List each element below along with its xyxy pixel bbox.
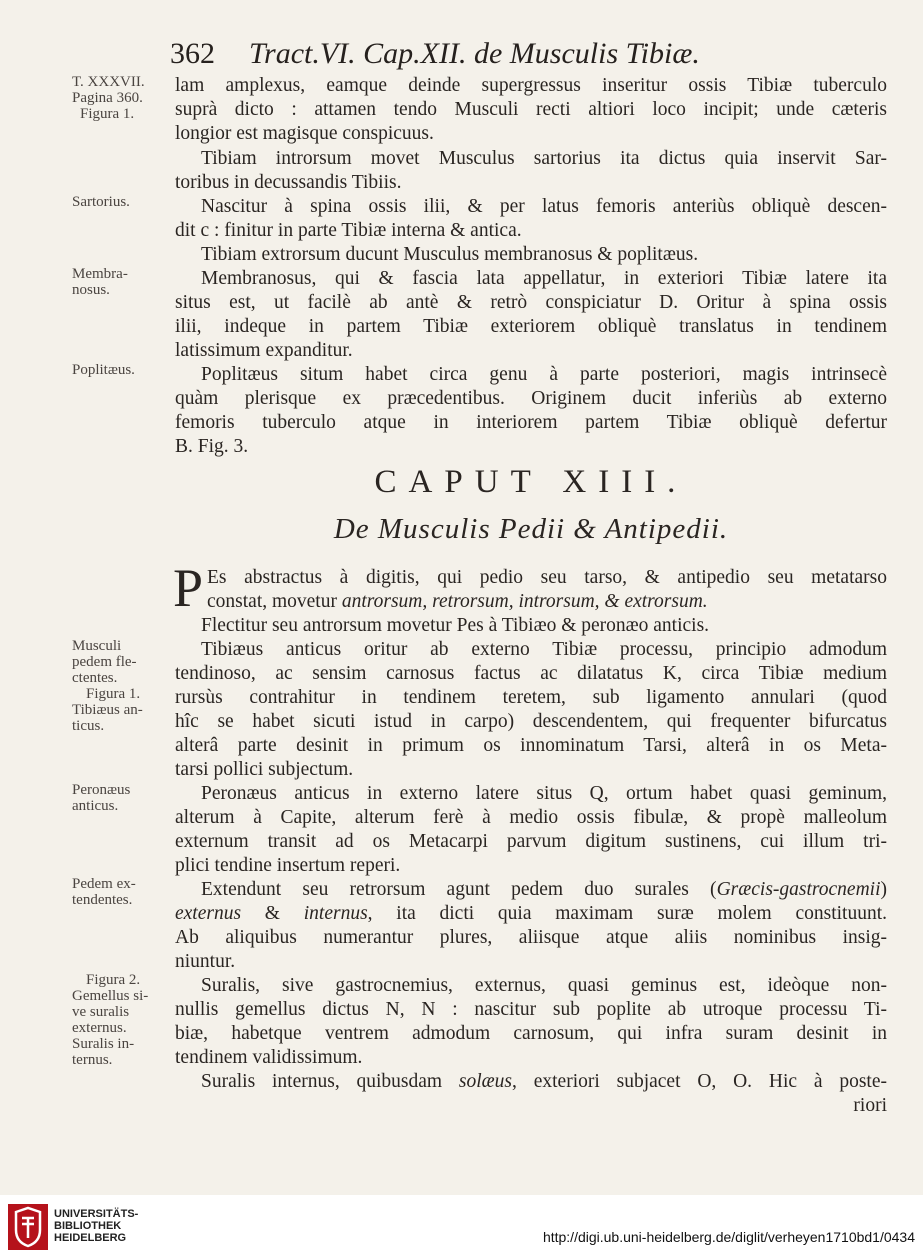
margin-line: Suralis in- <box>72 1036 135 1052</box>
page-number: 362 <box>170 37 215 70</box>
text-span: & <box>241 903 304 924</box>
text-line: ilii, indeque in partem Tibiæ exteriorem obliquè translatus in tendinem <box>175 316 887 337</box>
library-name <box>54 1208 138 1244</box>
text-line: femoris tuberculo atque in interiorem partem Tibiæ obliquè defertur <box>175 412 887 433</box>
margin-note-peronaeus <box>72 782 172 814</box>
running-title: Tract.VI. Cap.XII. de Musculis Tibiæ. <box>249 37 700 70</box>
margin-line: anticus. <box>72 798 119 814</box>
text-span: , exteriori subjacet O, O. Hic à poste- <box>512 1071 887 1092</box>
margin-line: Tibiæus an- <box>72 702 143 718</box>
margin-line: Figura 1. <box>86 686 141 702</box>
text-line: Flectitur seu antrorsum movetur Pes à Tibiæo & peronæo anticis. <box>201 615 710 636</box>
margin-note-sartorius <box>72 194 172 210</box>
italic-span: solæus <box>458 1071 513 1092</box>
text-line: Es abstractus à digitis, qui pedio seu tarso, & antipedio seu metatarso <box>207 567 887 588</box>
text-line: quàm plerisque ex præcedentibus. Originem ducit inferiùs ab externo <box>175 388 887 409</box>
margin-line: ctentes. <box>72 670 118 686</box>
text-line: Nascitur à spina ossis ilii, & per latus femoris anteriùs obliquè descen- <box>201 196 887 217</box>
text-line: Tibiam extrorsum ducunt Musculus membranosus & poplitæus. <box>201 244 699 265</box>
text-line: alterum à Capite, alterum ferè à medio ossis fibulæ, & propè malleolum <box>175 807 887 828</box>
text-line: B. Fig. 3. <box>175 436 249 457</box>
library-name-line: HEIDELBERG <box>54 1232 127 1244</box>
text-line: lam amplexus, eamque deinde supergressus inseritur ossis Tibiæ tuberculo <box>175 75 887 96</box>
text-line: Ab aliquibus numerantur plures, aliisque atque aliis nominibus insig- <box>175 927 887 948</box>
drop-cap: P <box>173 558 204 618</box>
viewer-footer <box>0 1195 923 1258</box>
margin-note-pedem-extendentes <box>72 876 172 908</box>
text-line: Peronæus anticus in externo latere situs Q, ortum habet quasi geminum, <box>201 783 887 804</box>
margin-line: Poplitæus. <box>72 362 135 378</box>
margin-line: Gemellus si- <box>72 988 149 1004</box>
margin-line: pedem fle- <box>72 654 137 670</box>
text-line: Membranosus, qui & fascia lata appellatur, in exteriori Tibiæ latere ita <box>201 268 887 289</box>
margin-line: nosus. <box>72 282 110 298</box>
text-span: Extendunt seu retrorsum agunt pedem duo surales ( <box>201 879 717 900</box>
text-line: tarsi pollici subjectum. <box>175 759 354 780</box>
text-line: alterâ parte desinit in primum os innominatum Tarsi, alterâ in os Meta- <box>175 735 887 756</box>
text-line: Tibiam introrsum movet Musculus sartorius ita dictus quia inservit Sar- <box>201 148 887 169</box>
text-line: externum transit ad os Metacarpi parvum digitum sustinens, cui illum tri- <box>175 831 887 852</box>
margin-note-poplitaeus <box>72 362 172 378</box>
library-name-line: UNIVERSITÄTS- <box>54 1208 139 1220</box>
margin-note-gemellus <box>72 972 172 1068</box>
text-line: hîc se habet sicuti istud in carpo) descendentem, qui frequenter bifurcatus <box>175 711 887 732</box>
text-line: Suralis, sive gastrocnemius, externus, quasi geminus est, ideòque non- <box>201 975 887 996</box>
margin-line: Figura 2. <box>86 972 141 988</box>
text-line: latissimum expanditur. <box>175 340 353 361</box>
text-span: constat, movetur <box>207 591 342 612</box>
text-line: Tibiæus anticus oritur ab externo Tibiæ processu, principio admodum <box>201 639 887 660</box>
margin-line: ve suralis <box>72 1004 130 1020</box>
text-line: dit c : finitur in parte Tibiæ interna & antica. <box>175 220 522 241</box>
margin-line: tendentes. <box>72 892 133 908</box>
text-line: niuntur. <box>175 951 236 972</box>
margin-note-figure-ref <box>72 74 172 122</box>
margin-line: Pedem ex- <box>72 876 136 892</box>
margin-line: Peronæus <box>72 782 131 798</box>
chapter-heading: CAPUT XIII. <box>374 464 688 500</box>
margin-line: T. XXXVII. <box>72 74 145 90</box>
text-line: Poplitæus situm habet circa genu à parte posteriori, magis intrinsecè <box>201 364 887 385</box>
university-library-logo-icon <box>8 1204 48 1250</box>
text-line: situs est, ut facilè ab antè & retrò conspiciatur D. Oritur à spina ossis <box>175 292 887 313</box>
italic-span: internus <box>303 903 368 924</box>
text-span: ) <box>880 879 887 900</box>
text-line: toribus in decussandis Tibiis. <box>175 172 402 193</box>
margin-line: Sartorius. <box>72 194 130 210</box>
text-span: Suralis internus, quibusdam <box>201 1071 459 1092</box>
text-line <box>175 878 887 902</box>
text-line: nullis gemellus dictus N, N : nascitur sub poplite ab utroque processu Ti- <box>175 999 887 1020</box>
text-span: , ita dicti quia maximam suræ molem constituunt. <box>367 903 887 924</box>
text-line: tendinem validissimum. <box>175 1047 363 1068</box>
italic-span: externus <box>175 903 242 924</box>
margin-line: Pagina 360. <box>72 90 143 106</box>
text-line: riori <box>853 1095 887 1116</box>
text-line: longior est magisque conspicuus. <box>175 123 434 144</box>
text-line <box>175 902 887 926</box>
library-name-line: BIBLIOTHEK <box>54 1220 122 1232</box>
text-line: tendinoso, ac sensim carnosus factus ac dilatatus K, circa Tibiæ medium <box>175 663 887 684</box>
italic-span: Græcis-gastrocnemii <box>716 879 881 900</box>
permalink-url[interactable]: http://digi.ub.uni-heidelberg.de/diglit/verheyen1710bd1/0434 <box>542 1229 915 1245</box>
margin-note-membranosus <box>72 266 172 298</box>
margin-line: Figura 1. <box>80 106 135 122</box>
margin-line: Musculi <box>72 638 122 654</box>
text-line: rursùs contrahitur in tendinem teretem, sub ligamento annulari (quod <box>175 687 887 708</box>
running-header <box>170 38 870 70</box>
margin-line: Membra- <box>72 266 128 282</box>
margin-line: ticus. <box>72 718 105 734</box>
chapter-subtitle: De Musculis Pedii & Antipedii. <box>333 513 729 545</box>
text-line: biæ, habetque ventrem admodum carnosum, qui infra suram desinit in <box>175 1023 887 1044</box>
margin-line: externus. <box>72 1020 127 1036</box>
italic-span: antrorsum, retrorsum, introrsum, & extrorsum. <box>341 591 708 612</box>
text-line <box>207 590 887 614</box>
margin-line: ternus. <box>72 1052 113 1068</box>
text-line: suprà dicto : attamen tendo Musculi recti altiori loco incipit; unde cæteris <box>175 99 887 120</box>
text-line <box>175 1070 887 1094</box>
margin-note-musculi-flectentes <box>72 638 172 734</box>
text-line: plici tendine insertum reperi. <box>175 855 401 876</box>
